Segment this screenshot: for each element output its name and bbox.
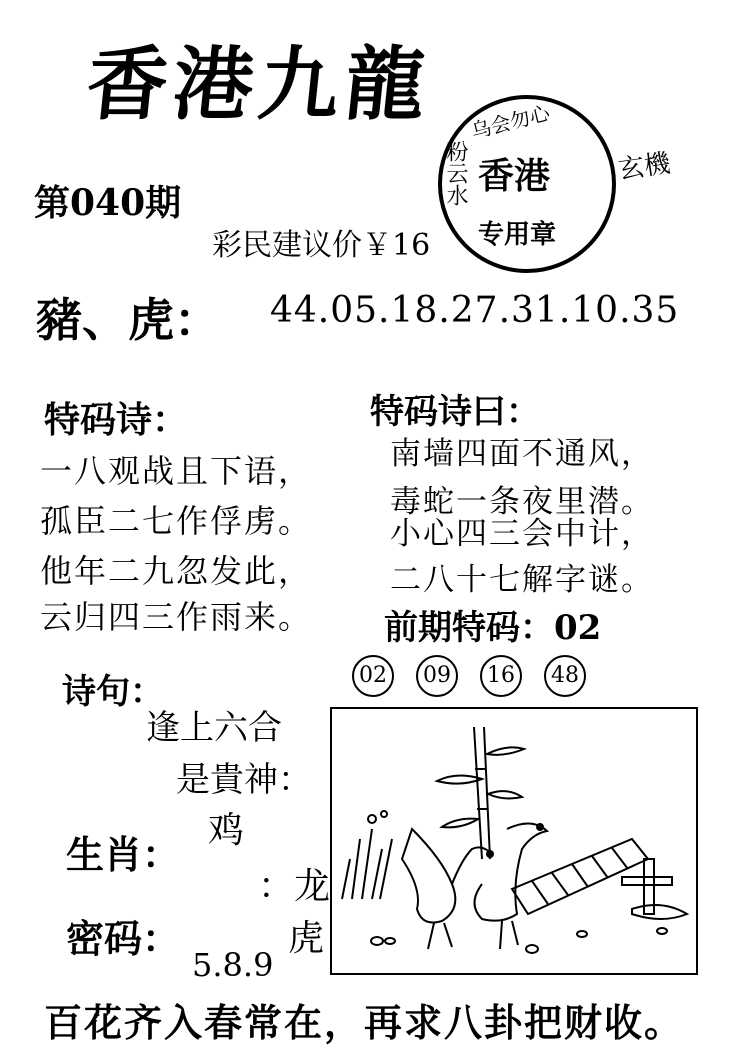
poem-line: 孤臣二七作俘虏。 <box>40 502 313 540</box>
zodiac-label: 豬、虎： <box>36 293 220 347</box>
number-ball: 16 <box>480 655 522 697</box>
page-title: 香港九龍 <box>82 37 437 131</box>
geese-illustration <box>330 707 698 975</box>
number-ball: 09 <box>416 655 458 697</box>
previous-balls <box>352 655 608 697</box>
zodiac-numbers: 44.05.18.27.31.10.35 <box>270 290 680 331</box>
verse-line: 是貴神： <box>176 760 312 800</box>
poem-line: 云归四三作雨来。 <box>40 598 313 636</box>
verse-label: 诗句： <box>62 672 164 712</box>
shengxiao-animal: 鸡 <box>208 810 245 851</box>
previous-special-code: 前期特码：02 <box>384 608 602 648</box>
price-text: 彩民建议价￥16 <box>212 228 431 263</box>
shengxiao-animal: 虎 <box>288 918 325 959</box>
seal-center-text: 香港 <box>478 155 551 197</box>
footer-verse: 百花齐入春常在，再求八卦把财收。 <box>44 1000 685 1045</box>
poem-title: 特码诗： <box>44 399 189 441</box>
seal-left-text: 粉云水 <box>443 140 468 206</box>
seal-bottom-text: 专用章 <box>478 220 557 250</box>
verse-line: 逢上六合 <box>146 708 282 748</box>
poem-line: 他年二九忽发此， <box>40 552 313 590</box>
mima-label: 密码： <box>66 916 181 961</box>
shengxiao-label: 生肖： <box>66 832 181 877</box>
mima-numbers: 5.8.9 <box>192 946 274 984</box>
poem-reply-line: 小心四三会中计， <box>390 516 654 552</box>
poem-reply-line: 南墙四面不通风， <box>390 436 654 472</box>
poem-reply-line: 二八十七解字谜。 <box>390 562 654 598</box>
shengxiao-animal: ：龙 <box>258 866 331 907</box>
number-ball: 48 <box>544 655 586 697</box>
poem-reply-line: 毒蛇一条夜里潜。 <box>390 484 654 520</box>
poem-reply-title: 特码诗曰： <box>370 392 540 432</box>
seal-right-text: 玄機 <box>616 148 673 186</box>
issue-number: 第040期 <box>34 182 182 224</box>
number-ball: 02 <box>352 655 394 697</box>
seal-top-text: 乌会勿心 <box>468 100 553 144</box>
poem-line: 一八观战且下语， <box>40 452 313 490</box>
